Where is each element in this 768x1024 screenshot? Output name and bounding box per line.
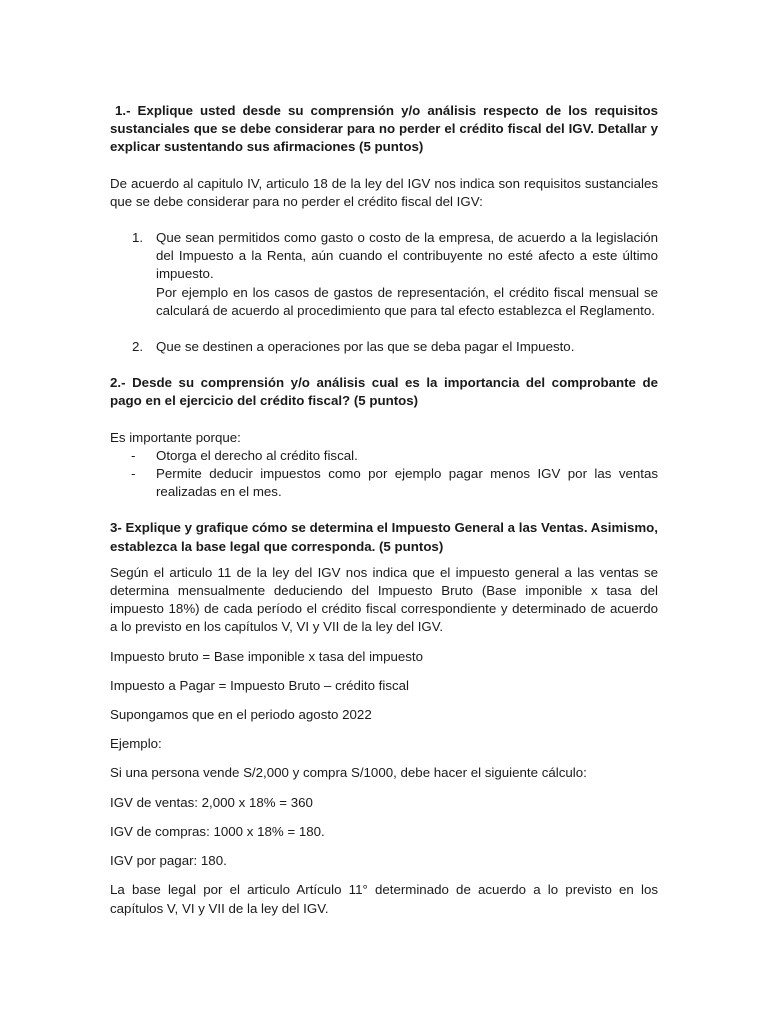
list-item-number: 2. — [132, 339, 144, 355]
importance-list — [110, 447, 658, 502]
question-2-title: 2.- Desde su comprensión y/o análisis cual es la importancia del comprobante de pago en el ejercicio del crédito fiscal? (5 puntos) — [110, 375, 658, 409]
question-3-answer — [110, 564, 658, 918]
list-item-text: Otorga el derecho al crédito fiscal. — [156, 447, 358, 463]
list-item — [110, 465, 658, 501]
formula-impuesto-a-pagar: Impuesto a Pagar = Impuesto Bruto – crédito fiscal — [110, 677, 409, 693]
list-item — [110, 229, 658, 320]
example-label: Ejemplo: — [110, 736, 162, 752]
question-1-title: 1.- Explique usted desde su comprensión y/o análisis respecto de los requisitos sustanciales que se debe considerar para no perder el crédito fiscal del IGV. Detallar y explicar sustentando sus afirmaciones (5 puntos) — [110, 103, 658, 155]
question-1-intro: De acuerdo al capitulo IV, articulo 18 de la ley del IGV nos indica son requisitos sustanciales que se debe considerar para no perder el crédito fiscal del IGV: — [110, 175, 658, 209]
list-item — [110, 447, 658, 465]
list-item — [110, 338, 658, 356]
list-item-text: Que se destinen a operaciones por las que se deba pagar el Impuesto. — [156, 339, 575, 355]
list-item-text: Que sean permitidos como gasto o costo de la empresa, de acuerdo a la legislación del Impuesto a la Renta, aún cuando el contribuyente no esté afecto a este último impuesto. — [156, 230, 658, 282]
igv-ventas: IGV de ventas: 2,000 x 18% = 360 — [110, 794, 313, 810]
list-item-extra: Por ejemplo en los casos de gastos de representación, el crédito fiscal mensual se calculará de acuerdo al procedimiento que para tal efecto establezca el Reglamento. — [156, 284, 658, 318]
document-body — [110, 102, 658, 929]
igv-compras: IGV de compras: 1000 x 18% = 180. — [110, 823, 325, 839]
list-item-number: 1. — [132, 230, 144, 246]
question-2-intro: Es importante porque: — [110, 429, 241, 445]
formula-impuesto-bruto: Impuesto bruto = Base imponible x tasa del impuesto — [110, 648, 424, 664]
igv-por-pagar: IGV por pagar: 180. — [110, 853, 227, 869]
requirements-list — [110, 229, 658, 356]
base-legal: La base legal por el articulo Artículo 11° determinado de acuerdo a lo previsto en los capítulos V, VI y VII de la ley del IGV. — [110, 882, 658, 916]
period-text: Supongamos que en el periodo agosto 2022 — [110, 707, 372, 723]
dash-bullet: - — [131, 466, 136, 482]
example-text: Si una persona vende S/2,000 y compra S/1000, debe hacer el siguiente cálculo: — [110, 765, 587, 781]
question-3-body: Según el articulo 11 de la ley del IGV nos indica que el impuesto general a las ventas se determina mensualmente deduciendo del Impuesto Bruto (Base imponible x tasa del impuesto 18%) de cada período el crédito fiscal correspondiente y determinado de acuerdo a lo previsto en los capítulos V, VI y VII de la ley del IGV. — [110, 564, 658, 635]
question-3-title: 3- Explique y grafique cómo se determina el Impuesto General a las Ventas. Asimismo, establezca la base legal que corresponda. (5 puntos) — [110, 520, 658, 554]
list-item-text: Permite deducir impuestos como por ejemplo pagar menos IGV por las ventas realizadas en el mes. — [156, 466, 658, 500]
dash-bullet: - — [131, 447, 136, 463]
